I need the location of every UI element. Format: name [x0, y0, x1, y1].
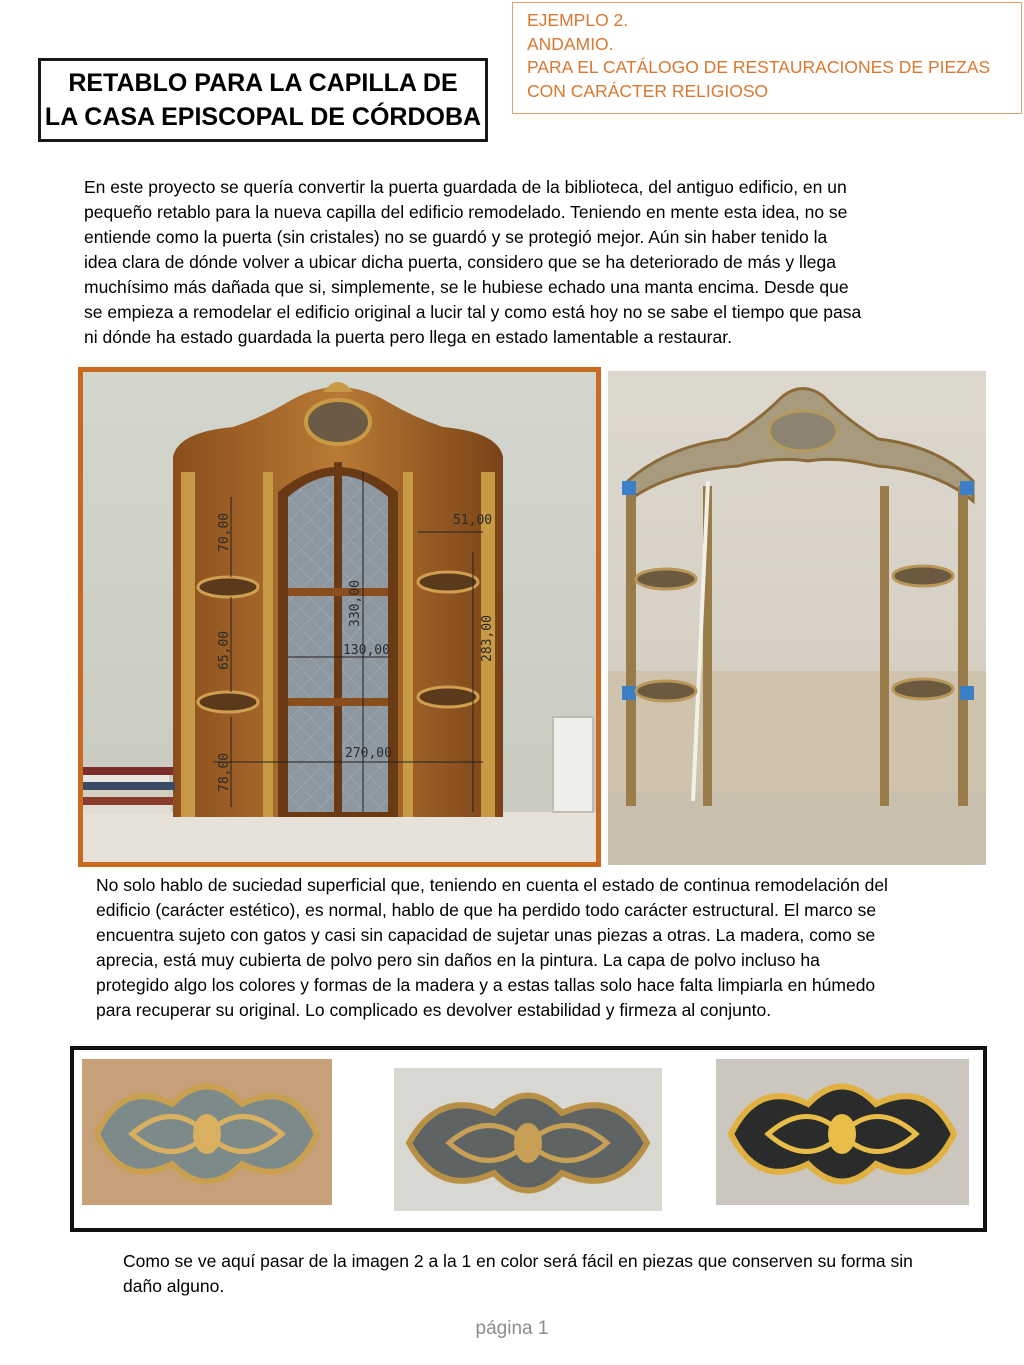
intro-line: entiende como la puerta (sin cristales) no se guardó y se protegió mejor. Aún sin haber tenido la — [84, 227, 828, 247]
measure-70: 70,00 — [217, 512, 232, 552]
door-measurements-photo — [78, 367, 601, 867]
measure-270: 270,00 — [345, 746, 392, 761]
middle-line: edificio (carácter estético), es normal, hablo de que ha perdido todo carácter estructural. El marco se — [96, 900, 877, 920]
ornament-illustration-3 — [716, 1059, 969, 1205]
intro-line: En este proyecto se quería convertir la puerta guardada de la biblioteca, del antiguo edificio, en un — [84, 177, 847, 197]
measure-283: 283,00 — [480, 615, 495, 662]
page-number: página 1 — [475, 1318, 549, 1339]
door-photo-illustration — [83, 372, 596, 862]
ornament-illustration-2 — [394, 1068, 662, 1211]
middle-line: aprecia, está muy cubierta de polvo pero sin daños en la pintura. La capa de polvo incluso ha — [96, 950, 820, 970]
ornament-comparison-strip — [70, 1046, 987, 1232]
closing-line: Como se ve aquí pasar de la imagen 2 a la 1 en color será fácil en piezas que conserven su forma sin — [123, 1251, 913, 1271]
example-label-box — [512, 2, 1022, 114]
title-line-1: RETABLO PARA LA CAPILLA DE — [68, 69, 458, 97]
intro-line: se empieza a remodelar el edificio original a lucir tal y como está hoy no se sabe el tiempo que pasa — [84, 302, 862, 322]
ornament-photo-2 — [394, 1068, 662, 1211]
middle-line: para recuperar su original. Lo complicado es devolver estabilidad y firmeza al conjunto. — [96, 1000, 772, 1020]
frame-photo-illustration — [608, 371, 986, 865]
intro-paragraph — [84, 175, 954, 350]
example-line-3: PARA EL CATÁLOGO DE RESTAURACIONES DE PIEZAS — [527, 57, 991, 77]
middle-line: protegido algo los colores y formas de la madera y a estas tallas solo hace falta limpiarla en húmedo — [96, 975, 876, 995]
middle-line: encuentra sujeto con gatos y casi sin capacidad de sujetar unas piezas a otras. La madera, como se — [96, 925, 876, 945]
measure-51: 51,00 — [453, 513, 493, 528]
condition-paragraph — [96, 873, 976, 1023]
example-line-2: ANDAMIO. — [527, 33, 614, 54]
title-line-2: LA CASA EPISCOPAL DE CÓRDOBA — [44, 103, 482, 131]
measure-330: 330,00 — [348, 580, 363, 627]
ornament-illustration-1 — [82, 1059, 332, 1205]
closing-paragraph — [123, 1249, 993, 1299]
ornament-photo-1 — [82, 1059, 332, 1205]
measure-65: 65,00 — [217, 630, 232, 670]
ornament-photo-3 — [716, 1059, 969, 1205]
intro-line: muchísimo más dañada que si, simplemente, se le hubiese echado una manta encima. Desde que — [84, 277, 849, 297]
page-title — [38, 58, 488, 142]
intro-line: pequeño retablo para la nueva capilla del edificio remodelado. Teniendo en mente esta idea, no se — [84, 202, 848, 222]
middle-line: No solo hablo de suciedad superficial que, teniendo en cuenta el estado de continua remodelación del — [96, 875, 888, 895]
example-line-1: EJEMPLO 2. — [527, 10, 629, 30]
example-line-4: CON CARÁCTER RELIGIOSO — [527, 80, 769, 101]
measure-78: 78,00 — [217, 752, 232, 792]
frame-scaffold-photo — [608, 371, 986, 865]
measure-130: 130,00 — [343, 643, 390, 658]
closing-line: daño alguno. — [123, 1276, 225, 1296]
intro-line: ni dónde ha estado guardada la puerta pero llega en estado lamentable a restaurar. — [84, 327, 732, 347]
intro-line: idea clara de dónde volver a ubicar dicha puerta, considero que se ha deteriorado de más y llega — [84, 252, 837, 272]
